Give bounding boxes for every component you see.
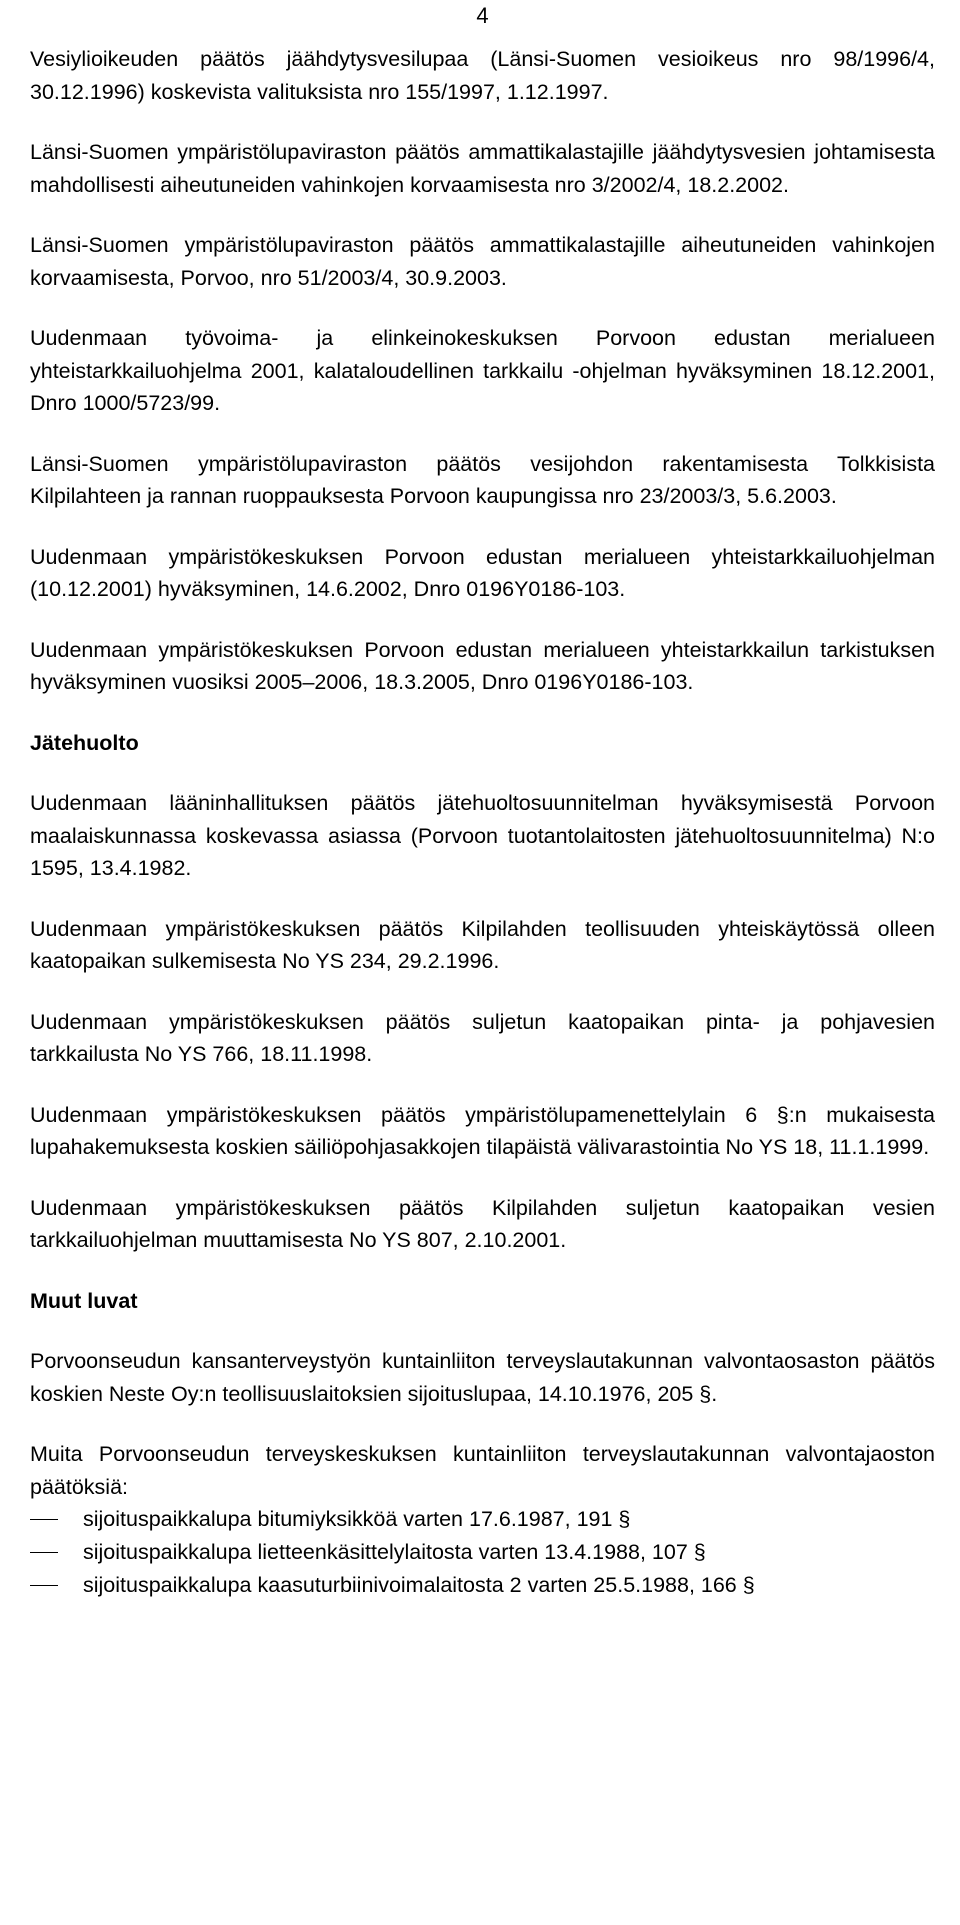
list-item-text: sijoituspaikkalupa lietteenkäsittelylaitosta varten 13.4.1988, 107 § [83, 1540, 706, 1564]
paragraph-monitoring-change-2001: Uudenmaan ympäristökeskuksen päätös Kilpilahden suljetun kaatopaikan vesien tarkkailuohjelman muuttamisesta No YS 807, 2.10.2001. [30, 1195, 935, 1252]
paragraph-compensation-2003: Länsi-Suomen ympäristölupaviraston päätös ammattikalastajille aiheutuneiden vahinkojen korvaamisesta, Porvoo, nro 51/2003/4, 30.9.2003. [30, 233, 935, 290]
list-item [30, 1536, 935, 1569]
dash-bullet-icon [30, 1519, 58, 1520]
page-number: 4 [476, 3, 489, 28]
paragraph-compensation-2002: Länsi-Suomen ympäristölupaviraston päätös ammattikalastajille jäähdytysvesien johtamisesta mahdollisesti aiheutuneiden vahinkojen korvaamisesta nro 3/2002/4, 18.2.2002. [30, 140, 935, 197]
heading-waste-management: Jätehuolto [30, 730, 139, 755]
paragraph-landfill-water-monitoring: Uudenmaan ympäristökeskuksen päätös suljetun kaatopaikan pinta- ja pohjavesien tarkkailusta No YS 766, 18.11.1998. [30, 1009, 935, 1066]
paragraph-tank-sludge-storage: Uudenmaan ympäristökeskuksen päätös ympäristölupamenettelylain 6 §:n mukaisesta lupahakemuksesta koskien säiliöpohjasakkojen tilapäistä välivarastointia No YS 18, 11.1.1999. [30, 1102, 935, 1159]
list-item-text: sijoituspaikkalupa kaasuturbiinivoimalaitosta 2 varten 25.5.1988, 166 § [83, 1573, 755, 1597]
paragraph-other-decisions-intro: Muita Porvoonseudun terveyskeskuksen kuntainliiton terveyslautakunnan valvontajaoston päätöksiä: [30, 1442, 935, 1499]
paragraph-landfill-closure: Uudenmaan ympäristökeskuksen päätös Kilpilahden teollisuuden yhteiskäytössä olleen kaatopaikan sulkemisesta No YS 234, 29.2.1996. [30, 916, 935, 973]
paragraph-joint-monitoring-2002: Uudenmaan ympäristökeskuksen Porvoon edustan merialueen yhteistarkkailuohjelman (10.12.2001) hyväksyminen, 14.6.2002, Dnro 0196Y0186-103. [30, 544, 935, 601]
list-item [30, 1503, 935, 1536]
dash-bullet-icon [30, 1585, 58, 1586]
document-body [30, 43, 935, 1602]
heading-other-permits: Muut luvat [30, 1288, 138, 1313]
paragraph-water-pipeline: Länsi-Suomen ympäristölupaviraston päätös vesijohdon rakentamisesta Tolkkisista Kilpilahteen ja rannan ruoppauksesta Porvoon kaupungissa nro 23/2003/3, 5.6.2003. [30, 451, 935, 508]
list-item [30, 1569, 935, 1602]
paragraph-fisheries-monitoring: Uudenmaan työvoima- ja elinkeinokeskuksen Porvoon edustan merialueen yhteistarkkailuohjelma 2001, kalataloudellinen tarkkailu -ohjelman hyväksyminen 18.12.2001, Dnro 1000/5723/99. [30, 326, 935, 415]
paragraph-cooling-water-appeal: Vesiylioikeuden päätös jäähdytysvesilupaa (Länsi-Suomen vesioikeus nro 98/1996/4, 30.12.1996) koskevista valituksista nro 155/1997, 1.12.1997. [30, 47, 935, 104]
paragraph-waste-plan-1982: Uudenmaan lääninhallituksen päätös jätehuoltosuunnitelman hyväksymisestä Porvoon maalaiskunnassa koskevassa asiassa (Porvoon tuotantolaitosten jätehuoltosuunnitelma) N:o 1595, 13.4.1982. [30, 791, 935, 880]
list-item-text: sijoituspaikkalupa bitumiyksikköä varten 17.6.1987, 191 § [83, 1507, 631, 1531]
decision-list [30, 1503, 935, 1602]
dash-bullet-icon [30, 1552, 58, 1553]
paragraph-siting-permit-1976: Porvoonseudun kansanterveystyön kuntainliiton terveyslautakunnan valvontaosaston päätös koskien Neste Oy:n teollisuuslaitoksien sijoituslupaa, 14.10.1976, 205 §. [30, 1349, 935, 1406]
paragraph-joint-monitoring-2005: Uudenmaan ympäristökeskuksen Porvoon edustan merialueen yhteistarkkailun tarkistuksen hyväksyminen vuosiksi 2005–2006, 18.3.2005, Dnro 0196Y0186-103. [30, 637, 935, 694]
